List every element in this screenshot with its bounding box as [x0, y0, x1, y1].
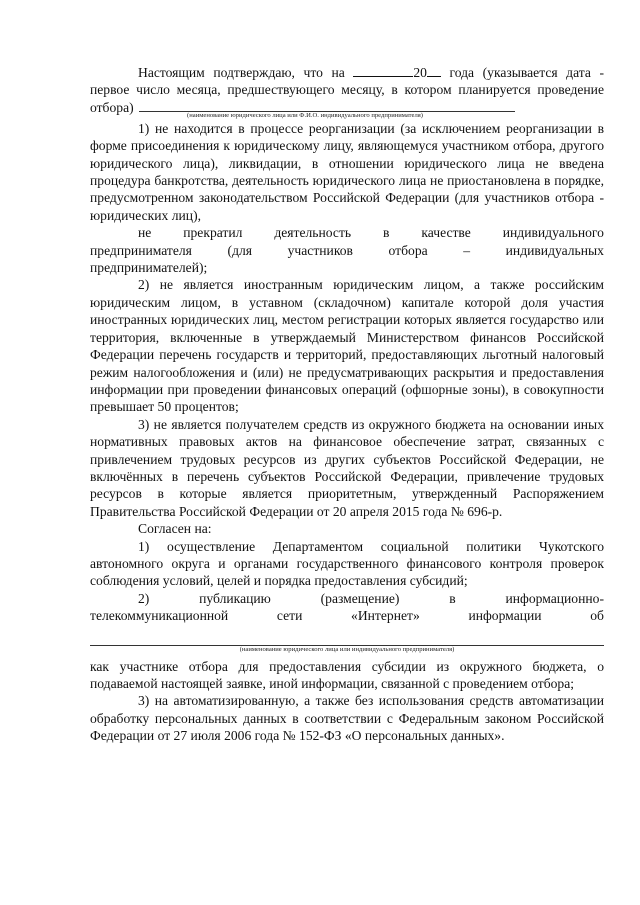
intro-text-start: Настоящим подтверждаю, что на	[138, 65, 345, 80]
intro-text-end: года (указывается дата - первое число месяца, предшествующего месяцу, в котором планируется проведение отбора)	[90, 65, 604, 115]
item-1-line-b	[90, 242, 604, 259]
word: об	[590, 608, 604, 624]
word: предпринимателя	[90, 242, 192, 258]
consent-item-2-line-b	[90, 607, 604, 624]
word: информации	[468, 608, 542, 624]
word: индивидуальных	[505, 242, 604, 258]
word: в	[449, 590, 456, 606]
word: отбора	[388, 242, 428, 258]
item-3-paragraph: 3) не является получателем средств из окружного бюджета на основании иных нормативных правовых актов на финансовое обеспечение затрат, связанных с привлечением трудовых ресурсов из других субъектов Российской Федерации, не включённых в перечень субъектов Российской Федерации, привлечение трудовых ресурсов в которые является приоритетным, утвержденный Распоряжением Правительства Российской Федерации от 20 апреля 2015 года № 696-р.	[90, 416, 604, 519]
item-1-paragraph: 1) не находится в процессе реорганизации (за исключением реорганизации в форме присоединения к юридическому лицу, являющемуся участником отбора, другого юридического лица), ликвидации, в отношении юридического лица не введена процедура банкротства, деятельность юридического лица не приостановлена в порядке, предусмотренном законодательством Российской Федерации (для участников отбора - юридических лиц),	[90, 120, 604, 223]
item-1-line-c: предпринимателей);	[90, 260, 208, 276]
participant-name-field[interactable]	[90, 625, 604, 643]
declaration-page	[90, 64, 604, 745]
word: информационно-	[505, 590, 604, 606]
intro-paragraph	[90, 64, 604, 120]
word: не	[138, 225, 152, 241]
consent-item-2-rest: как участнике отбора для предоставления субсидии из окружного бюджета, о подаваемой настоящей заявке, иной информации, связанной с проведением отбора;	[90, 658, 604, 691]
word: телекоммуникационной	[90, 608, 229, 624]
consent-heading: Согласен на:	[138, 521, 212, 537]
word: деятельность	[274, 225, 352, 241]
word: 2)	[138, 590, 150, 606]
word: «Интернет»	[351, 608, 420, 624]
item-1-line-a	[90, 224, 604, 241]
word: (для	[227, 242, 253, 258]
consent-item-1: 1) осуществление Департаментом социальной политики Чукотского автономного округа и органами государственного финансового контроля проверок соблюдения условий, целей и порядка предоставления субсидий;	[90, 538, 604, 589]
word: публикацию	[199, 590, 271, 606]
word: –	[463, 242, 471, 258]
word: индивидуального	[502, 225, 604, 241]
organization-name-field[interactable]	[139, 99, 515, 120]
consent-item-2-line-a	[90, 590, 604, 607]
word: сети	[276, 608, 303, 624]
organization-name-line[interactable]	[139, 99, 515, 112]
word: в	[383, 225, 390, 241]
year-blank-field[interactable]	[427, 64, 441, 77]
intro-year-prefix: 20	[413, 65, 427, 80]
word: участников	[287, 242, 353, 258]
word: (размещение)	[320, 590, 400, 606]
consent-item-3: 3) на автоматизированную, а также без использования средств автоматизации обработку персональных данных в соответствии с Федеральным законом Российской Федерации от 27 июля 2006 года № 152-ФЗ «О персональных данных».	[90, 693, 604, 744]
word: прекратил	[183, 225, 243, 241]
date-blank-field[interactable]	[353, 64, 413, 77]
participant-name-caption: (наименование юридического лица или индивидуального предпринимателя)	[239, 645, 455, 653]
item-2-paragraph: 2) не является иностранным юридическим лицом, а также российским юридическим лицом, в уставном (складочном) капитале которой доля участия иностранных юридических лиц, местом регистрации которых является государство или территория, включенные в утверждаемый Министерством финансов Российской Федерации перечень государств и территорий, предоставляющих льготный налоговый режим налогообложения и (или) не предусматривающих раскрытия и предоставления информации при проведении финансовых операций (офшорные зоны), в совокупности превышает 50 процентов;	[90, 277, 604, 415]
organization-name-caption: (наименование юридического лица или Ф.И.О. индивидуального предпринимателя)	[187, 111, 423, 119]
word: качестве	[421, 225, 471, 241]
